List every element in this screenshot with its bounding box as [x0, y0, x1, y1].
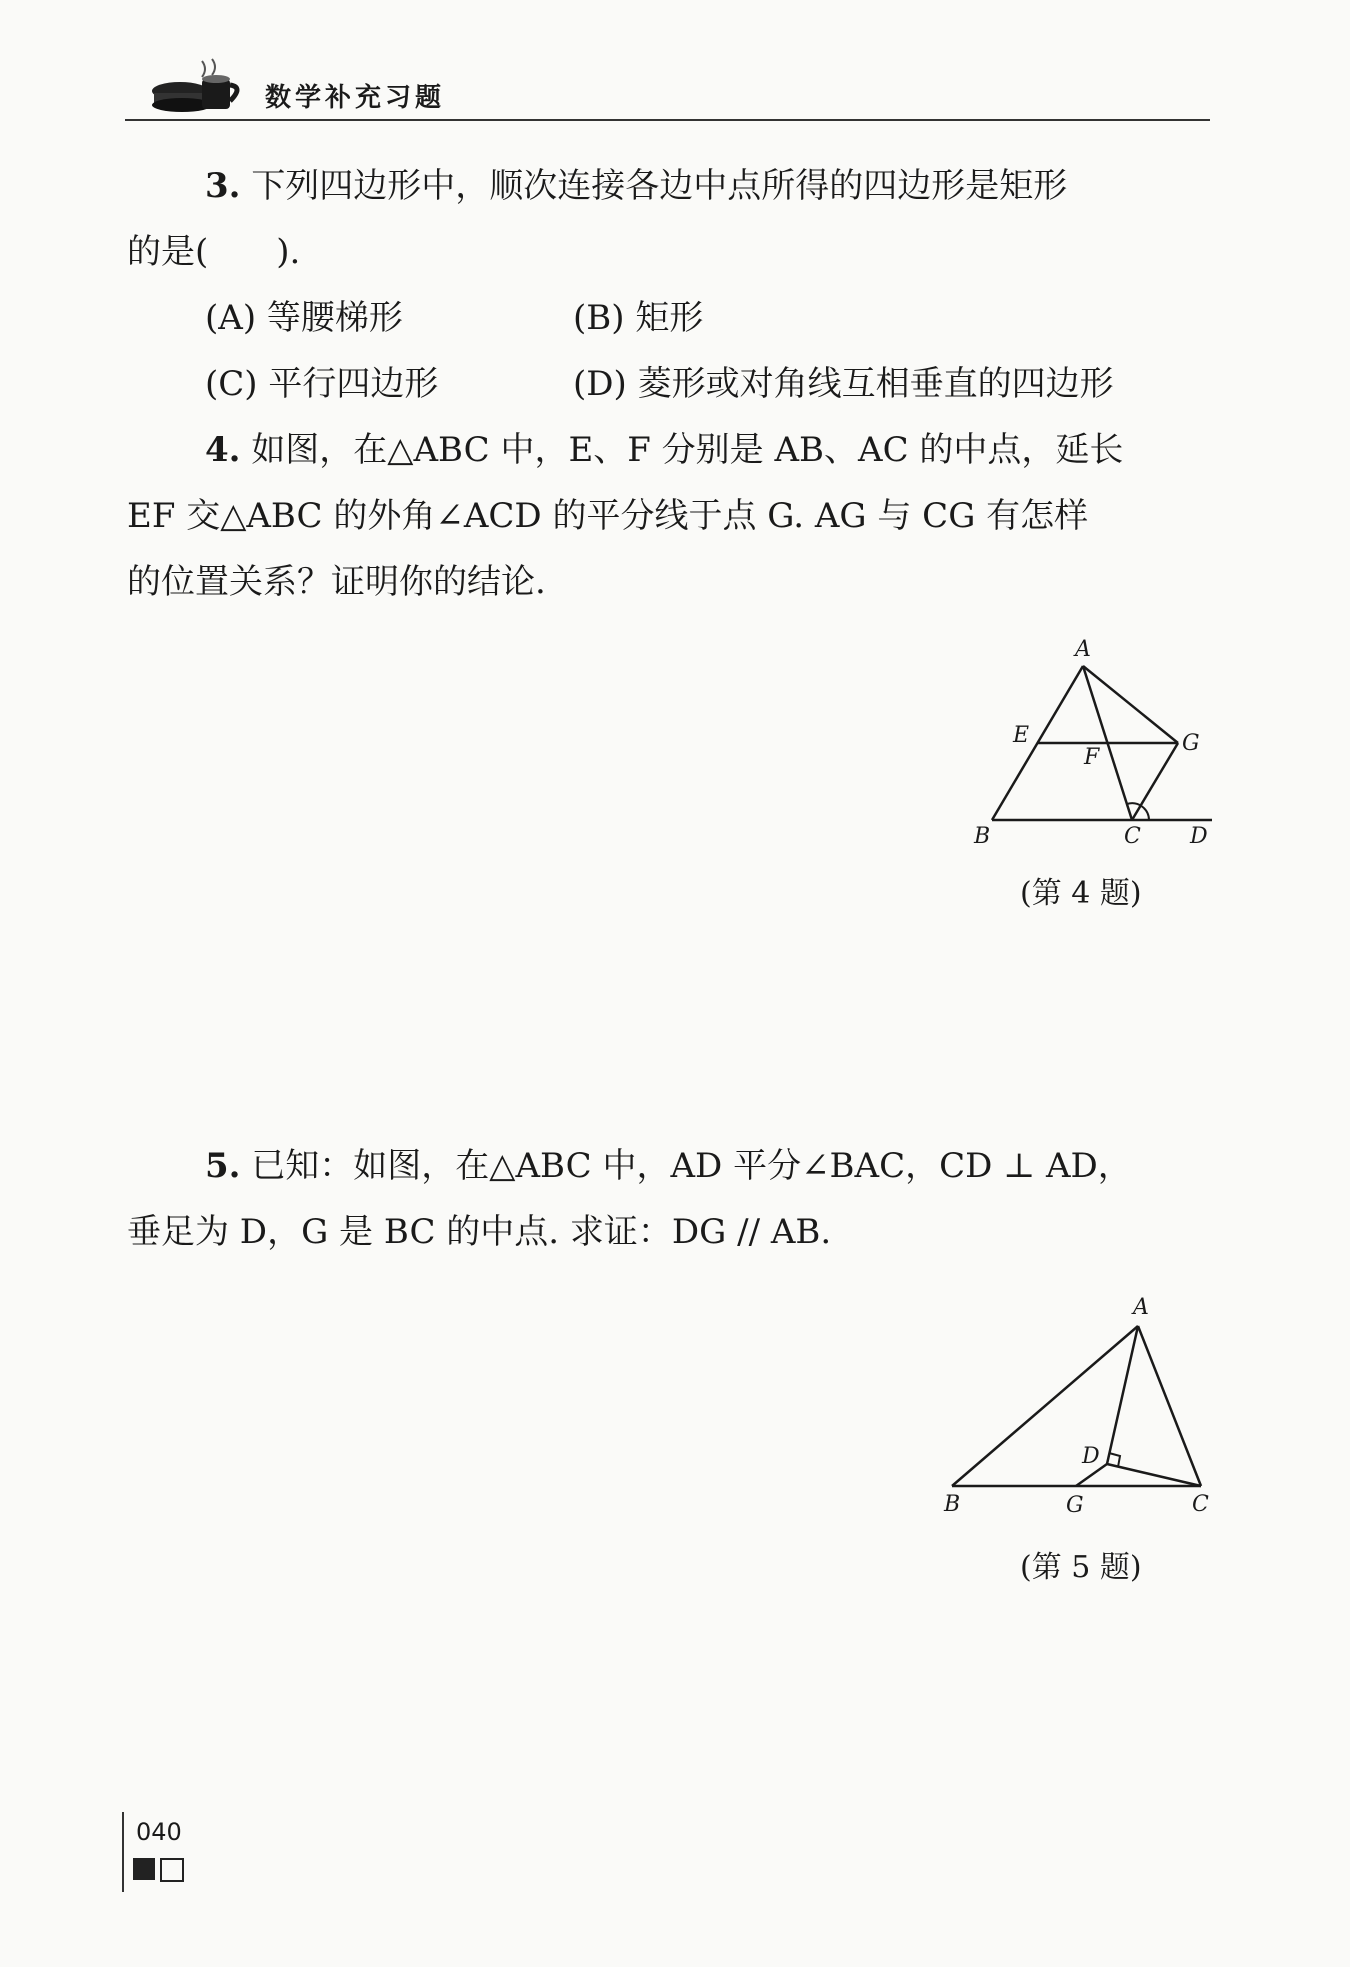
- q3-option-b: (B) 矩形: [573, 298, 704, 338]
- q4-segment-cg: [1132, 743, 1178, 820]
- q4-segment-ag: [1083, 666, 1178, 743]
- q4-label-e: E: [1013, 723, 1030, 748]
- q4-label-a: A: [1075, 637, 1091, 662]
- q5-caption: (第 5 题): [1020, 1550, 1142, 1585]
- q4-caption: (第 4 题): [1020, 876, 1142, 911]
- q4-label-c: C: [1124, 824, 1141, 849]
- q5-segment-ac: [1138, 1326, 1201, 1486]
- q4-figure: [960, 630, 1220, 860]
- empty-square-icon: [160, 1858, 184, 1882]
- books-and-cup-icon: [150, 57, 260, 115]
- q5-line2: 垂足为 D，G 是 BC 的中点. 求证：DG // AB.: [127, 1212, 832, 1252]
- q5-figure: [930, 1290, 1220, 1530]
- q3-line1: 下列四边形中，顺次连接各边中点所得的四边形是矩形: [251, 166, 1068, 206]
- q4-label-f: F: [1084, 745, 1100, 770]
- q5-number: 5.: [205, 1146, 241, 1186]
- q3-number: 3.: [205, 166, 241, 206]
- q4-label-b: B: [974, 824, 991, 849]
- q4-line3: 的位置关系？证明你的结论.: [127, 562, 546, 602]
- q3-option-c: (C) 平行四边形: [205, 364, 439, 404]
- q5-label-b: B: [944, 1492, 961, 1517]
- q5-label-g: G: [1066, 1493, 1084, 1518]
- q4-line2: EF 交△ABC 的外角∠ACD 的平分线于点 G. AG 与 CG 有怎样: [127, 496, 1089, 536]
- header-rule: [125, 119, 1210, 121]
- page-number: 040: [136, 1818, 182, 1846]
- q4-line1: 如图，在△ABC 中，E、F 分别是 AB、AC 的中点，延长: [251, 430, 1124, 470]
- filled-square-icon: [133, 1858, 155, 1880]
- q5-label-a: A: [1133, 1295, 1149, 1320]
- footer-bar: [122, 1812, 124, 1892]
- q5-label-c: C: [1192, 1492, 1209, 1517]
- q5-label-d: D: [1082, 1444, 1100, 1469]
- q4-label-g: G: [1182, 731, 1200, 756]
- q4-number: 4.: [205, 430, 241, 470]
- q3-option-d: (D) 菱形或对角线互相垂直的四边形: [573, 364, 1114, 404]
- q4-label-d: D: [1190, 824, 1208, 849]
- q5-line1: 已知：如图，在△ABC 中，AD 平分∠BAC，CD ⊥ AD，: [251, 1146, 1132, 1186]
- q5-segment-dc: [1107, 1464, 1201, 1486]
- book-title: 数学补充习题: [265, 83, 446, 113]
- q3-line2: 的是( ).: [127, 232, 301, 272]
- q5-segment-ab: [952, 1326, 1138, 1486]
- q5-segment-ad: [1107, 1326, 1138, 1464]
- page-header: [125, 55, 1210, 125]
- q3-option-a: (A) 等腰梯形: [205, 298, 403, 338]
